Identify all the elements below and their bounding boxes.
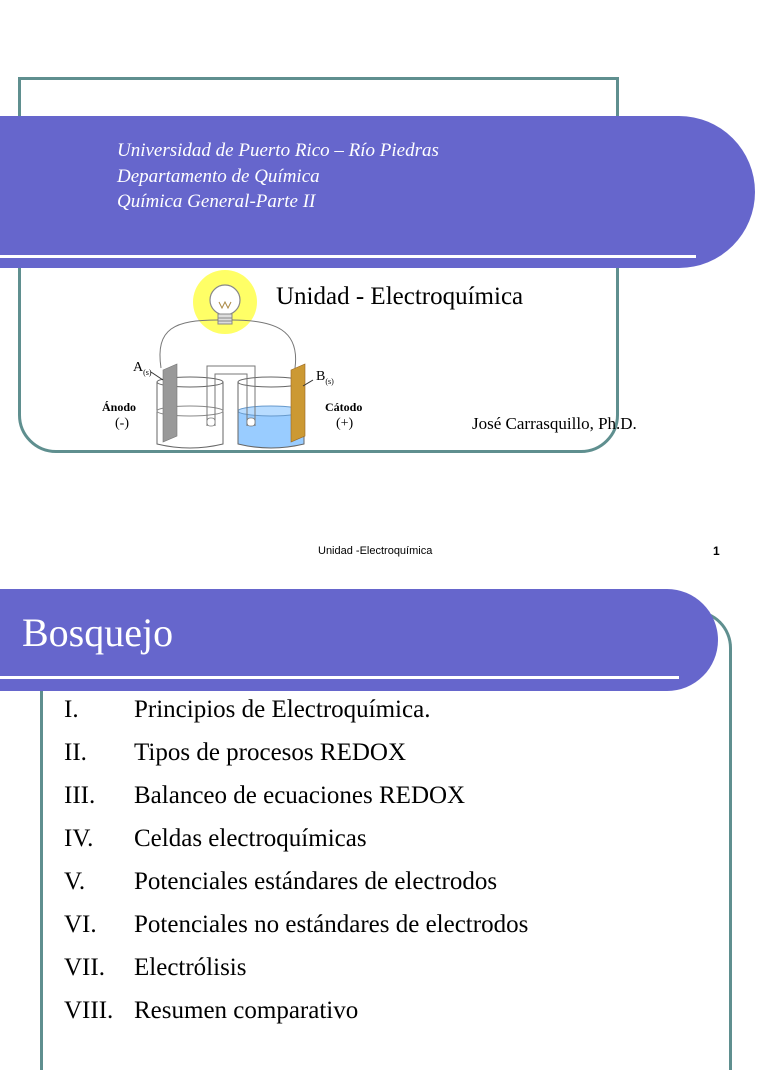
- institution-line-2: Departamento de Química: [117, 166, 320, 187]
- outline-item-text: Celdas electroquímicas: [134, 825, 367, 852]
- institution-line-1: Universidad de Puerto Rico – Río Piedras: [117, 140, 439, 161]
- outline-item-number: I.: [64, 696, 79, 723]
- electrode-b-label: $B_{(s)}$: [316, 369, 334, 386]
- outline-item-text: Principios de Electroquímica.: [134, 696, 431, 723]
- outline-item-text: Potenciales no estándares de electrodos: [134, 911, 529, 938]
- outline-item-number: VII.: [64, 954, 105, 981]
- slide-footer: Unidad -Electroquímica: [318, 545, 433, 557]
- outline-item-text: Resumen comparativo: [134, 997, 359, 1024]
- anode-sign: (-): [115, 416, 129, 431]
- cathode-label: Cátodo: [325, 400, 363, 414]
- outline-item-number: IV.: [64, 825, 94, 852]
- outline-item-text: Electrólisis: [134, 954, 247, 981]
- lightbulb-icon: [210, 285, 240, 315]
- outline-item-number: VI.: [64, 911, 97, 938]
- outline-item-text: Potenciales estándares de electrodos: [134, 868, 498, 895]
- electrochemical-cell-diagram: [95, 268, 325, 453]
- author-name: José Carrasquillo, Ph.D.: [472, 414, 637, 433]
- banner-divider: [0, 676, 679, 679]
- institution-line-3: Química General-Parte II: [117, 191, 316, 212]
- outline-title: Bosquejo: [22, 610, 174, 655]
- outline-item-text: Balanceo de ecuaciones REDOX: [134, 782, 466, 809]
- page-number: 1: [713, 544, 720, 558]
- banner-divider: [0, 255, 696, 258]
- outline-item-number: III.: [64, 782, 96, 809]
- outline-item-number: II.: [64, 739, 87, 766]
- outline-item-number: V.: [64, 868, 86, 895]
- cathode-sign: (+): [336, 416, 354, 431]
- anode-label: Ánodo: [102, 400, 137, 414]
- unit-title: Unidad - Electroquímica: [276, 283, 524, 310]
- outline-item-number: VIII.: [64, 997, 114, 1024]
- outline-item-text: Tipos de procesos REDOX: [134, 739, 406, 766]
- electrode-a-label: $A_{(s)}$: [133, 360, 152, 377]
